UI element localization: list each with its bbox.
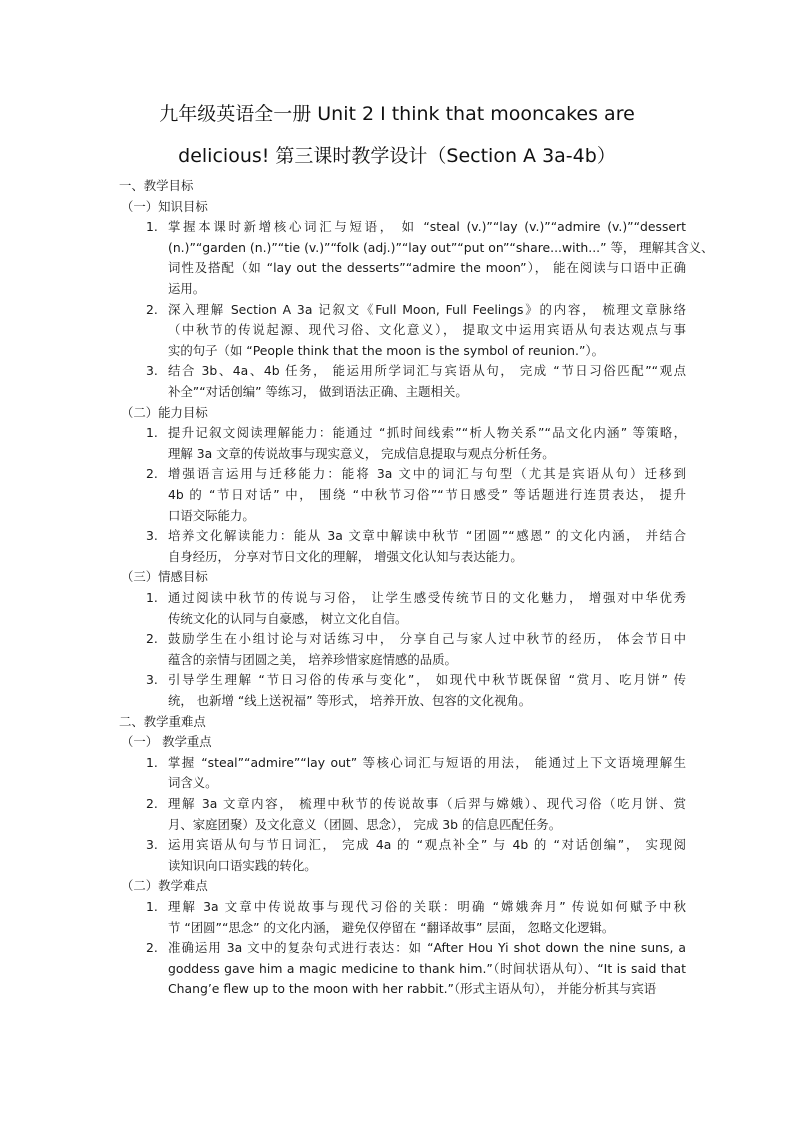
list-item-text: 4b 的 “节日对话” 中， 围绕 “中秋节习俗”“节日感受” 等话题进行连贯表达， 提升 <box>168 487 686 502</box>
list-item-text: （中秋节的传说起源、现代习俗、文化意义）， 提取文中运用宾语从句表达观点与事 <box>168 322 686 338</box>
list-item-number: 1. <box>146 425 158 441</box>
list-item-text: Chang’e flew up to the moon with her rabbit.”（形式主语从句）， 并能分析其与宾语 <box>168 981 657 997</box>
list-item-number: 3. <box>146 837 158 853</box>
document-title-line-1: 九年级英语全一册 Unit 2 I think that mooncakes are <box>159 103 635 125</box>
list-item-text: 传统文化的认同与自豪感， 树立文化自信。 <box>168 610 408 626</box>
subsection-heading: （二）能力目标 <box>121 404 208 420</box>
section-heading: 二、教学重难点 <box>119 713 206 729</box>
list-item-text: 理解 3a 文章内容， 梳理中秋节的传说故事（后羿与嫦娥）、现代习俗（吃月饼、赏 <box>168 796 686 811</box>
subsection-heading: （三）情感目标 <box>121 569 208 585</box>
list-item-number: 2. <box>146 466 158 482</box>
list-item-text: 节 “团圆”“思念” 的文化内涵， 避免仅停留在 “翻译故事” 层面， 忽略文化逻辑。 <box>168 919 615 935</box>
list-item-text: 鼓励学生在小组讨论与对话练习中， 分享自己与家人过中秋节的经历， 体会节日中 <box>168 631 686 647</box>
list-item-text: 增强语言运用与迁移能力：能将 3a 文中的词汇与句型（尤其是宾语从句）迁移到 <box>168 466 686 482</box>
list-item-text: 月、家庭团聚）及文化意义（团圆、思念）， 完成 3b 的信息匹配任务。 <box>168 816 562 832</box>
list-item-number: 1. <box>146 219 158 235</box>
list-item-text: 自身经历， 分享对节日文化的理解， 增强文化认知与表达能力。 <box>168 548 523 564</box>
list-item-text: 准确运用 3a 文中的复杂句式进行表达：如 “After Hou Yi shot down the nine suns, a <box>168 940 686 956</box>
list-item-number: 1. <box>146 899 158 914</box>
list-item-text: 培养文化解读能力：能从 3a 文章中解读中秋节 “团圆”“感恩” 的文化内涵， 并结合 <box>168 528 686 544</box>
list-item-number: 2. <box>146 301 158 317</box>
list-item-number: 2. <box>146 631 158 647</box>
list-item-number: 3. <box>146 528 158 544</box>
list-item-text: 补全”“对话创编” 等练习， 做到语法正确、主题相关。 <box>168 384 468 399</box>
list-item-text: 提升记叙文阅读理解能力：能通过 “抓时间线索”“析人物关系”“品文化内涵” 等策略， <box>168 425 686 441</box>
subsection-heading: （一）知识目标 <box>121 198 208 214</box>
list-item-text: 词性及搭配（如 “lay out the desserts”“admire the moon”）， 能在阅读与口语中正确 <box>168 260 686 276</box>
subsection-heading: （一） 教学重点 <box>121 734 212 750</box>
list-item-text: 深入理解 Section A 3a 记叙文《Full Moon, Full Feelings》的内容， 梳理文章脉络 <box>168 301 686 317</box>
list-item-text: 引导学生理解 “节日习俗的传承与变化”， 如现代中秋节既保留 “赏月、吃月饼” 传 <box>168 672 686 688</box>
list-item-text: goddess gave him a magic medicine to thank him.”（时间状语从句）、“It is said that <box>168 960 686 976</box>
list-item-text: 统， 也新增 “线上送祝福” 等形式， 培养开放、包容的文化视角。 <box>168 693 532 708</box>
section-heading: 一、教学目标 <box>119 178 194 193</box>
list-item-text: 结合 3b、4a、4b 任务， 能运用所学词汇与宾语从句， 完成 “节日习俗匹配”“观点 <box>168 363 686 379</box>
list-item-text: 通过阅读中秋节的传说与习俗， 让学生感受传统节日的文化魅力， 增强对中华优秀 <box>168 590 686 605</box>
list-item-number: 3. <box>146 672 158 688</box>
list-item-number: 1. <box>146 754 158 770</box>
list-item-text: (n.)”“garden (n.)”“tie (v.)”“folk (adj.)”“lay out”“put on”“share...with...” 等， 理解其含义、 <box>168 239 714 255</box>
list-item-text: 掌握 “steal”“admire”“lay out” 等核心词汇与短语的用法， 能通过上下文语境理解生 <box>168 754 686 770</box>
list-item-text: 掌握本课时新增核心词汇与短语， 如 “steal (v.)”“lay (v.)”“admire (v.)”“dessert <box>168 219 686 235</box>
list-item-text: 读知识向口语实践的转化。 <box>168 857 317 873</box>
list-item-text: 词含义。 <box>168 775 218 791</box>
list-item-text: 实的句子（如 “People think that the moon is the symbol of reunion.”）。 <box>168 342 604 358</box>
list-item-text: 理解 3a 文章中传说故事与现代习俗的关联：明确 “嫦娥奔月” 传说如何赋予中秋 <box>168 899 686 914</box>
list-item-number: 2. <box>146 940 158 956</box>
list-item-text: 运用宾语从句与节日词汇， 完成 4a 的 “观点补全” 与 4b 的 “对话创编”， 实现阅 <box>168 837 686 853</box>
list-item-text: 口语交际能力。 <box>168 507 255 523</box>
list-item-text: 运用。 <box>168 281 206 296</box>
list-item-number: 3. <box>146 363 158 379</box>
document-title-line-2: delicious! 第三课时教学设计（Section A 3a-4b） <box>178 145 616 167</box>
list-item-number: 2. <box>146 796 158 811</box>
subsection-heading: （二）教学难点 <box>121 878 208 894</box>
list-item-number: 1. <box>146 590 158 605</box>
list-item-text: 蕴含的亲情与团圆之美， 培养珍惜家庭情感的品质。 <box>168 651 457 667</box>
list-item-text: 理解 3a 文章的传说故事与现实意义， 完成信息提取与观点分析任务。 <box>168 445 555 461</box>
